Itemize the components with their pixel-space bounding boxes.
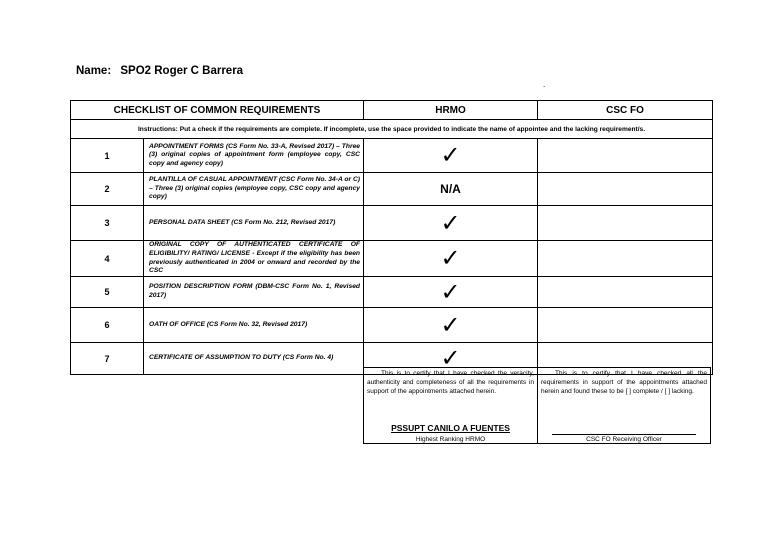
row-number: 5 [71,277,144,308]
row-number: 2 [71,173,144,206]
csc-check-cell [538,139,713,173]
row-number: 4 [71,241,144,277]
csc-certification-box [537,367,711,444]
row-number: 3 [71,206,144,241]
table-row [71,277,713,308]
stray-mark: . [543,80,546,89]
hrmo-signatory-title: Highest Ranking HRMO [415,436,486,443]
requirement-description: PLANTILLA OF CASUAL APPOINTMENT (CSC Form No. 34-A or C) – Three (3) original copies (employee copy, CSC copy and agency copy) [144,173,364,206]
requirement-description: OATH OF OFFICE (CS Form No. 32, Revised 2017) [144,308,364,343]
hrmo-check-cell: ✓ [364,308,538,343]
instructions-row [71,120,713,139]
hrmo-certification-text: This is to certify that I have checked the veracity, authenticity and completeness of all the requirements in support of the appointments attached herein. [367,370,534,395]
csc-check-cell [538,206,713,241]
row-number: 7 [71,343,144,375]
csc-check-cell [538,308,713,343]
header-csc-fo: CSC FO [538,101,713,120]
row-number: 6 [71,308,144,343]
row-number: 1 [71,139,144,173]
requirements-checklist-table [70,100,713,375]
table-row [71,308,713,343]
name-label: Name: [76,65,112,77]
requirement-description: PERSONAL DATA SHEET (CS Form No. 212, Revised 2017) [144,206,364,241]
header-hrmo: HRMO [364,101,538,120]
csc-check-cell [538,277,713,308]
csc-check-cell [538,241,713,277]
instructions-text: Instructions: Put a check if the requirements are complete. If incomplete, use the space provided to indicate the name of appointee and the lacking requirement/s. [71,120,713,139]
hrmo-check-cell: N/A [364,173,538,206]
csc-signature-line [552,434,696,435]
requirement-description: ORIGINAL COPY OF AUTHENTICATED CERTIFICATE OF ELIGIBILITY/ RATING/ LICENSE - Except if the eligibility has been previously authenticated in 2004 or onward and recorded by the CSC [144,241,364,277]
hrmo-check-cell: ✓ [364,139,538,173]
hrmo-signatory-name: PSSUPT CANILO A FUENTES [391,423,510,433]
requirement-description: POSITION DESCRIPTION FORM (DBM-CSC Form No. 1, Revised 2017) [144,277,364,308]
hrmo-check-cell: ✓ [364,343,538,375]
table-header-row [71,101,713,120]
requirement-description: CERTIFICATE OF ASSUMPTION TO DUTY (CS Form No. 4) [144,343,364,375]
csc-certification-text: This is to certify that I have checked all the requirements in support of the appointments attached herein and found these to be [ ] complete / [ ] lacking. [541,370,707,395]
hrmo-check-cell: ✓ [364,206,538,241]
csc-check-cell [538,173,713,206]
hrmo-check-cell: ✓ [364,277,538,308]
table-row [71,206,713,241]
requirement-description: APPOINTMENT FORMS (CS Form No. 33-A, Revised 2017) – Three (3) original copies of appointment form (employee copy, CSC copy and agency copy) [144,139,364,173]
header-checklist: CHECKLIST OF COMMON REQUIREMENTS [71,101,364,120]
name-line [76,65,243,77]
table-row [71,139,713,173]
hrmo-check-cell: ✓ [364,241,538,277]
hrmo-certification-box [363,367,537,444]
name-value: SPO2 Roger C Barrera [120,65,244,77]
table-row [71,173,713,206]
csc-signatory-title: CSC FO Receiving Officer [586,436,662,443]
table-row [71,241,713,277]
